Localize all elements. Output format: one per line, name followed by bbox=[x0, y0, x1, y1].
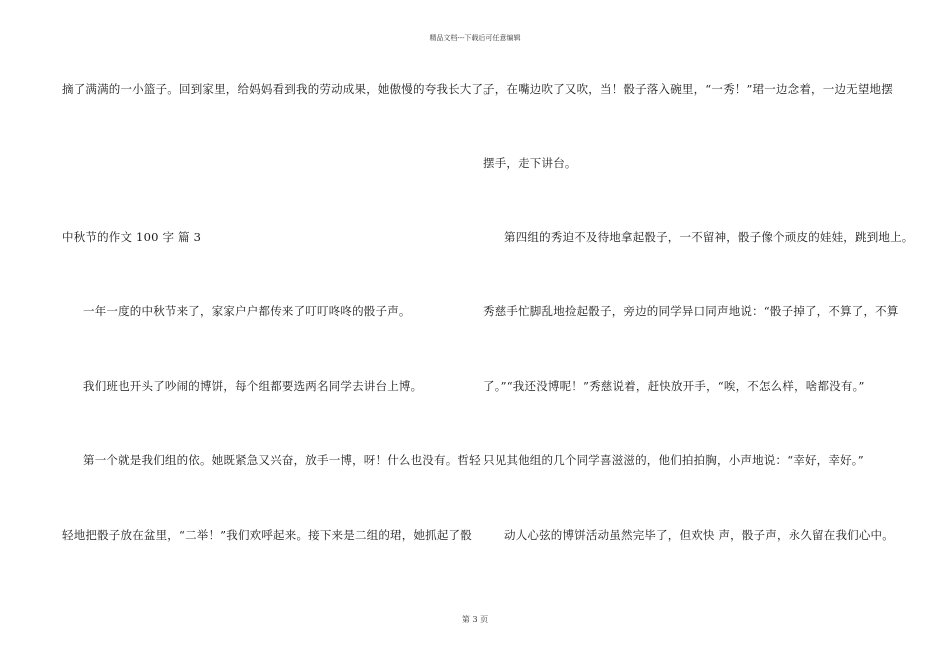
paragraph-line: 我们班也开头了吵闹的博饼，每个组都要选两名同学去讲台上博。 bbox=[83, 379, 423, 393]
section-heading: 中秋节的作文 100 字 篇 3 bbox=[62, 230, 202, 244]
paragraph-line: 了。”“我还没博呢！”秀慈说着，赶快放开手，“唉，不怎么样，啥都没有。” bbox=[483, 379, 865, 393]
paragraph-line: 只见其他组的几个同学喜滋滋的，他们拍拍胸，小声地说：“幸好，幸好。” bbox=[483, 453, 864, 467]
paragraph-line: 第四组的秀迫不及待地拿起骰子，一不留神，骰子像个顽皮的娃娃，跳到地上。 bbox=[504, 230, 914, 244]
page-header: 精品文档---下载后可任意编辑 bbox=[429, 34, 521, 42]
paragraph-line: 一年一度的中秋节来了，家家户户都传来了叮叮咚咚的骰子声。 bbox=[83, 304, 411, 318]
left-column bbox=[62, 0, 495, 672]
paragraph-line: 摘了满满的一小篮子。回到家里，给妈妈看到我的劳动成果，她傲慢的夸我长大了。 bbox=[62, 82, 495, 96]
paragraph-line: 子，在嘴边吹了又吹，当！骰子落入碗里，“一秀！”珺一边念着，一边无望地摆 bbox=[483, 82, 893, 96]
paragraph-line: 秀慈手忙脚乱地捡起骰子，旁边的同学异口同声地说：“骰子掉了，不算了，不算 bbox=[483, 304, 899, 318]
page-number: 第 3 页 bbox=[461, 615, 489, 624]
paragraph-line: 第一个就是我们组的依。她既紧急又兴奋，放手一博，呀！什么也没有。哲轻 bbox=[83, 453, 481, 467]
right-column bbox=[483, 0, 914, 672]
paragraph-line: 动人心弦的博饼活动虽然完毕了，但欢快 声，骰子声，永久留在我们心中。 bbox=[504, 528, 894, 542]
paragraph-line: 轻地把骰子放在盆里，“二举！”我们欢呼起来。接下来是二组的珺，她抓起了骰 bbox=[62, 528, 472, 542]
paragraph-line: 摆手，走下讲台。 bbox=[483, 156, 577, 170]
